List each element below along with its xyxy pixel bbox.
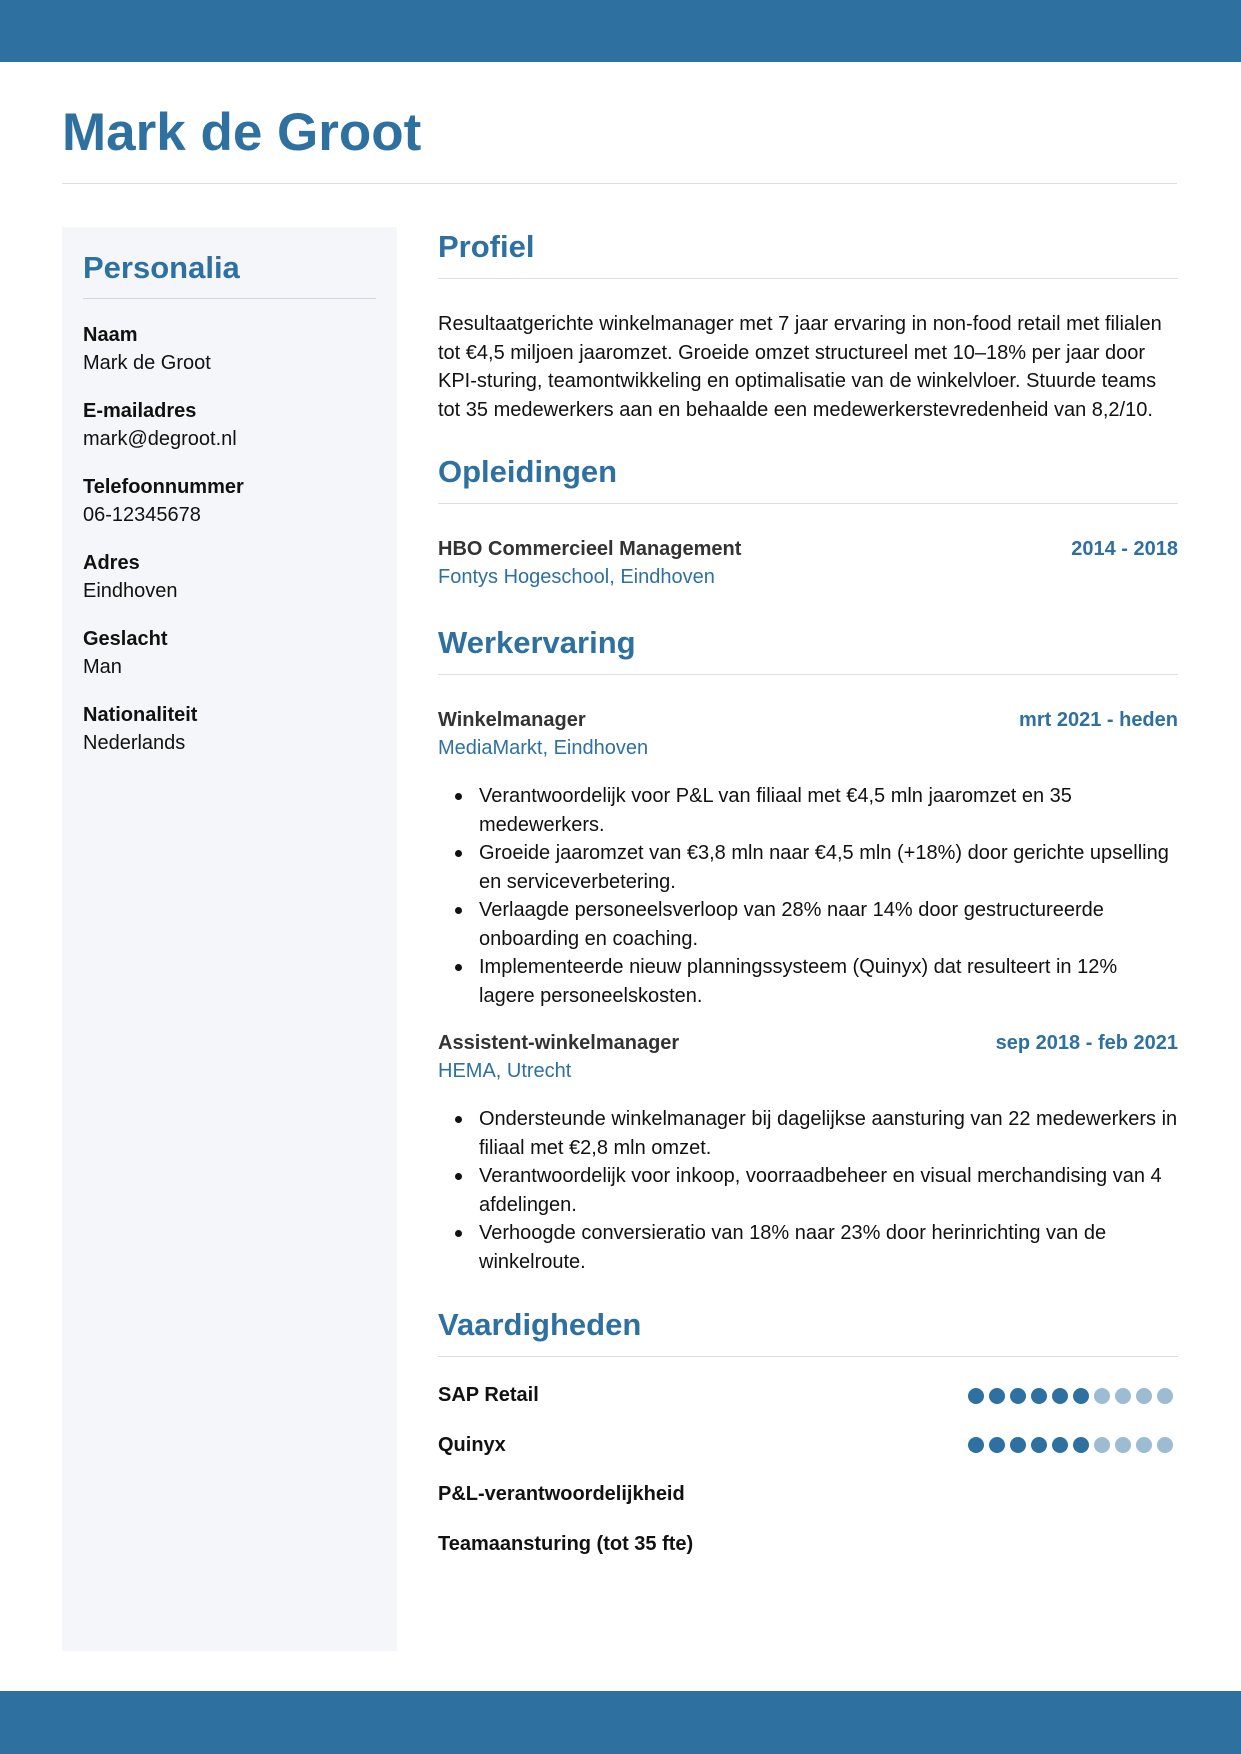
field-adres — [83, 549, 376, 605]
candidate-name: Mark de Groot — [62, 103, 422, 162]
list-item: Implementeerde nieuw planningssysteem (Quinyx) dat resulteert in 12% lagere personeelskosten. — [479, 953, 1178, 1010]
field-label: Adres — [83, 552, 140, 575]
education-entry — [438, 535, 1178, 592]
rating-dot-filled — [989, 1388, 1005, 1404]
field-value: Man — [83, 656, 122, 679]
rating-dot-empty — [1094, 1388, 1110, 1404]
list-item: Verhoogde conversieratio van 18% naar 23% door herinrichting van de winkelroute. — [479, 1219, 1178, 1276]
field-label: Nationaliteit — [83, 704, 198, 727]
skill-name: Teamaansturing (tot 35 fte) — [438, 1532, 694, 1555]
skill-row — [438, 1371, 1178, 1421]
field-value: 06-12345678 — [83, 504, 201, 527]
entry-header — [438, 1029, 1178, 1057]
rating-dot-filled — [1073, 1437, 1089, 1453]
rating-dot-empty — [1136, 1437, 1152, 1453]
field-label: Naam — [83, 324, 138, 347]
field-geslacht — [83, 625, 376, 681]
skill-name: SAP Retail — [438, 1384, 539, 1407]
section-divider — [438, 503, 1178, 504]
achievement-list — [438, 1105, 1178, 1276]
profile-title: Profiel — [438, 229, 535, 264]
rating-dot-filled — [1052, 1388, 1068, 1404]
rating-dot-filled — [989, 1437, 1005, 1453]
skill-name: Quinyx — [438, 1433, 506, 1456]
date-range: 2014 - 2018 — [1071, 538, 1178, 560]
bottom-color-band — [0, 1691, 1241, 1754]
rating-dot-filled — [1031, 1437, 1047, 1453]
rating-dot-filled — [1073, 1388, 1089, 1404]
skill-rating — [968, 1388, 1178, 1404]
rating-dot-filled — [968, 1437, 984, 1453]
entry-header — [438, 706, 1178, 734]
field-value: Nederlands — [83, 732, 186, 755]
rating-dot-filled — [1010, 1388, 1026, 1404]
education-title: Opleidingen — [438, 454, 618, 489]
degree-title: HBO Commercieel Management — [438, 538, 742, 560]
date-range: mrt 2021 - heden — [1019, 709, 1178, 731]
personal-details-title: Personalia — [83, 250, 240, 285]
experience-title: Werkervaring — [438, 625, 636, 660]
experience-section — [438, 622, 1178, 1276]
field-label: E-mailadres — [83, 400, 197, 423]
rating-dot-empty — [1115, 1437, 1131, 1453]
main-content — [438, 226, 1178, 1569]
name-divider — [62, 183, 1177, 184]
rating-dot-filled — [1010, 1437, 1026, 1453]
skill-rating — [968, 1437, 1178, 1453]
rating-dot-empty — [1115, 1388, 1131, 1404]
skills-section — [438, 1304, 1178, 1569]
experience-entry — [438, 1029, 1178, 1276]
company-name: MediaMarkt, Eindhoven — [438, 737, 649, 759]
field-value: Eindhoven — [83, 580, 178, 603]
skill-name: P&L-verantwoordelijkheid — [438, 1483, 685, 1506]
education-section — [438, 451, 1178, 592]
section-divider — [438, 1356, 1178, 1357]
list-item: Verlaagde personeelsverloop van 28% naar 14% door gestructureerde onboarding en coaching. — [479, 896, 1178, 953]
section-divider — [438, 278, 1178, 279]
rating-dot-filled — [1031, 1388, 1047, 1404]
rating-dot-empty — [1094, 1437, 1110, 1453]
skills-title: Vaardigheden — [438, 1307, 642, 1342]
field-label: Geslacht — [83, 628, 168, 651]
job-title: Winkelmanager — [438, 709, 586, 731]
top-color-band — [0, 0, 1241, 62]
rating-dot-empty — [1136, 1388, 1152, 1404]
list-item: Groeide jaaromzet van €3,8 mln naar €4,5 mln (+18%) door gerichte upselling en serviceverbetering. — [479, 839, 1178, 896]
company-name: HEMA, Utrecht — [438, 1060, 572, 1082]
experience-entry — [438, 706, 1178, 1010]
date-range: sep 2018 - feb 2021 — [995, 1032, 1178, 1054]
field-naam — [83, 321, 376, 377]
entry-header — [438, 535, 1178, 563]
section-divider — [438, 674, 1178, 675]
skill-row — [438, 1421, 1178, 1471]
profile-section — [438, 226, 1178, 424]
rating-dot-empty — [1157, 1388, 1173, 1404]
skill-row — [438, 1470, 1178, 1520]
list-item: Verantwoordelijk voor P&L van filiaal met €4,5 mln jaaromzet en 35 medewerkers. — [479, 782, 1178, 839]
job-title: Assistent-winkelmanager — [438, 1032, 680, 1054]
rating-dot-empty — [1157, 1437, 1173, 1453]
field-value: Mark de Groot — [83, 352, 211, 375]
field-email — [83, 397, 376, 453]
school-name: Fontys Hogeschool, Eindhoven — [438, 566, 715, 588]
field-nationaliteit — [83, 701, 376, 757]
list-item: Verantwoordelijk voor inkoop, voorraadbeheer en visual merchandising van 4 afdelingen. — [479, 1162, 1178, 1219]
field-label: Telefoonnummer — [83, 476, 244, 499]
skill-row — [438, 1520, 1178, 1570]
profile-text: Resultaatgerichte winkelmanager met 7 jaar ervaring in non-food retail met filialen tot €4,5 miljoen jaaromzet. Groeide omzet structureel met 10–18% per jaar door KPI-sturing, teamontwikkeling en optimalisatie van de winkelvloer. Stuurde teams tot 35 medewerkers aan en behaalde een medewerkerstevredenheid van 8,2/10. — [438, 313, 1162, 421]
achievement-list — [438, 782, 1178, 1010]
field-value: mark@degroot.nl — [83, 428, 237, 451]
list-item: Ondersteunde winkelmanager bij dagelijkse aansturing van 22 medewerkers in filiaal met €2,8 mln omzet. — [479, 1105, 1178, 1162]
rating-dot-filled — [968, 1388, 984, 1404]
field-telefoon — [83, 473, 376, 529]
personal-details-sidebar — [62, 227, 397, 1651]
rating-dot-filled — [1052, 1437, 1068, 1453]
sidebar-divider — [83, 298, 376, 299]
